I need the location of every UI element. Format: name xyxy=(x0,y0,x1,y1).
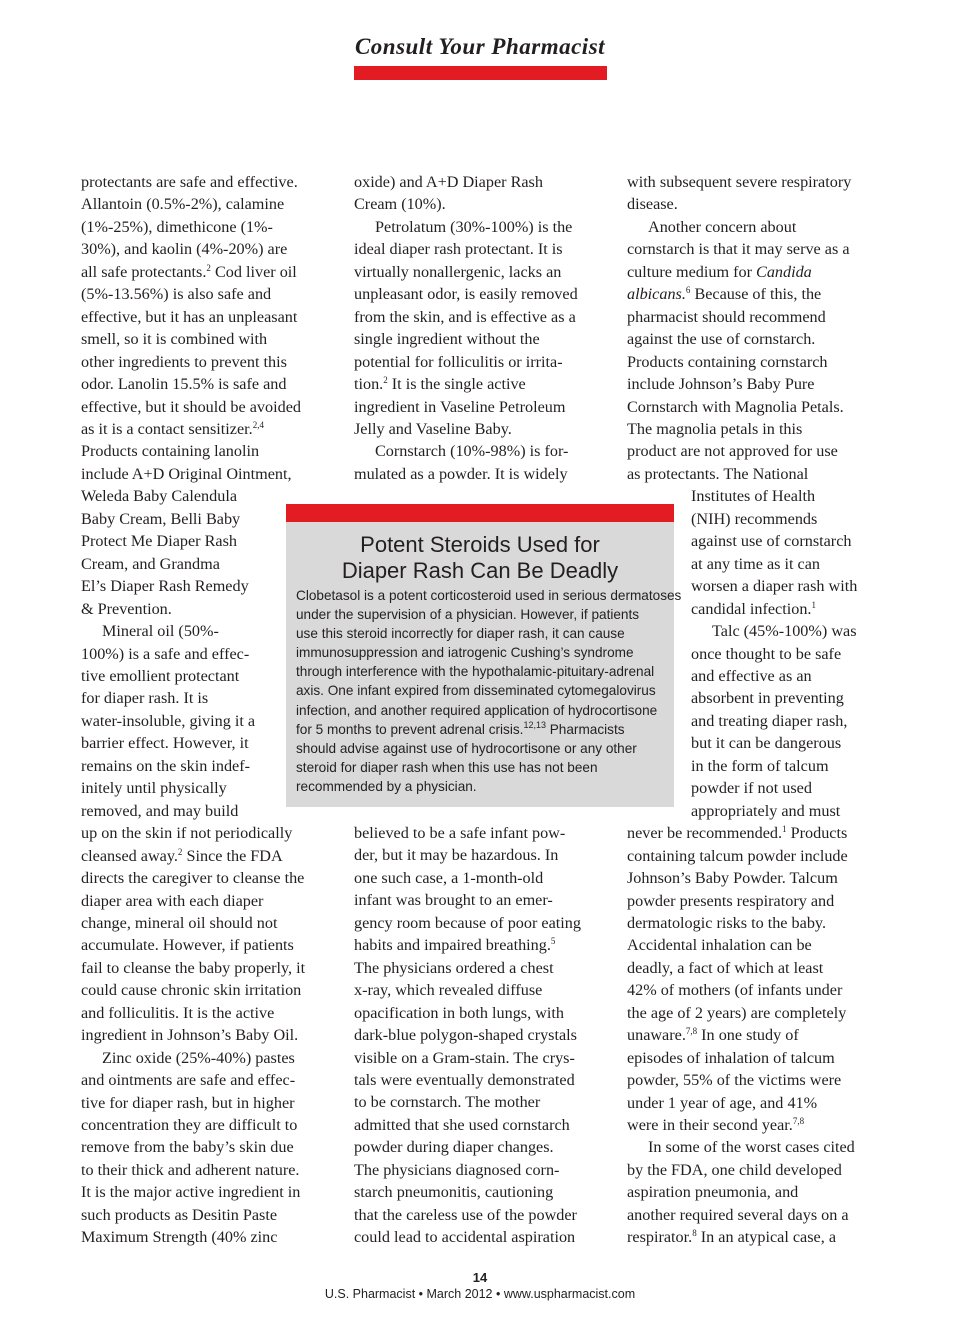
text-line: for diaper rash. It is xyxy=(81,689,209,708)
reference-sup: 2 xyxy=(206,262,211,273)
text-line: dermatologic risks to the baby. xyxy=(627,913,826,932)
text-line: could cause chronic skin irritation xyxy=(81,981,302,1000)
text-line: with subsequent severe respiratory xyxy=(627,173,852,191)
text-line: Accidental inhalation can be xyxy=(627,936,812,955)
text-line: Cream, and Grandma xyxy=(81,554,220,573)
text-line: could lead to accidental aspiration xyxy=(354,1228,576,1247)
text-line: pharmacist should recommend xyxy=(627,307,826,326)
text-fragment: all safe protectants. xyxy=(81,262,207,281)
text-line: Protect Me Diaper Rash xyxy=(81,532,237,551)
text-line xyxy=(354,934,609,956)
sidebar-line: immunosuppression and iatrogenic Cushing’s syndrome xyxy=(296,645,634,661)
text-fragment: habits and impaired breathing. xyxy=(354,936,551,955)
reference-sup: 2 xyxy=(177,846,183,857)
text-line: include A+D Original Ointment, xyxy=(81,464,292,483)
text-line: directs the caregiver to cleanse the xyxy=(81,869,305,888)
text-line: tive emollient protectant xyxy=(81,666,240,685)
text-line: powder, 55% of the victims were xyxy=(627,1071,842,1090)
reference-sup: 2 xyxy=(383,375,388,386)
reference-sup: 8 xyxy=(692,1228,697,1239)
text-line: containing talcum powder include xyxy=(627,846,848,865)
text-line: include Johnson’s Baby Pure xyxy=(627,375,815,394)
text-line: under 1 year of age, and 41% xyxy=(627,1093,818,1112)
text-line: disease. xyxy=(627,195,678,214)
text-line: Cornstarch with Magnolia Petals. xyxy=(627,397,844,416)
page-number: 14 xyxy=(472,1270,488,1285)
reference-sup: 1 xyxy=(782,824,787,835)
text-line xyxy=(627,261,882,283)
text-line: ideal diaper rash protectant. It is xyxy=(354,240,563,259)
text-line: In some of the worst cases cited xyxy=(648,1138,855,1157)
text-line: tals were eventually demonstrated xyxy=(354,1070,575,1089)
text-fragment: Products xyxy=(786,824,848,843)
sidebar-line: recommended by a physician. xyxy=(296,778,477,794)
text-line: product are not approved for use xyxy=(627,442,838,461)
text-line: Products containing cornstarch xyxy=(627,352,828,371)
text-line: cornstarch is that it may serve as a xyxy=(627,240,850,259)
sidebar-red-bar xyxy=(286,504,674,522)
text-fragment: In an atypical case, a xyxy=(696,1228,837,1247)
text-line: episodes of inhalation of talcum xyxy=(627,1048,835,1067)
reference-sup: 12,13 xyxy=(523,719,546,730)
text-fragment: as it is a contact sensitizer. xyxy=(81,419,253,438)
reference-sup: 1 xyxy=(811,599,816,610)
text-line: another required several days on a xyxy=(627,1205,849,1224)
text-line: tive for diaper rash, but in higher xyxy=(81,1093,295,1112)
text-line: by the FDA, one child developed xyxy=(627,1160,842,1179)
italic-text: albicans. xyxy=(627,285,686,304)
text-fragment: It is the single active xyxy=(387,375,526,394)
text-line: x-ray, which revealed diffuse xyxy=(354,981,543,1000)
text-line: such products as Desitin Paste xyxy=(81,1205,278,1224)
text-line: unpleasant odor, is easily removed xyxy=(354,285,578,304)
sidebar-line: use this steroid incorrectly for diaper rash, it can cause xyxy=(296,626,625,642)
text-fragment: cleansed away. xyxy=(81,846,178,865)
text-line: Baby Cream, Belli Baby xyxy=(81,509,241,528)
sidebar-body xyxy=(296,586,682,796)
reference-sup: 6 xyxy=(685,285,691,296)
text-line: mulated as a powder. It is widely xyxy=(354,464,568,483)
sidebar-line: axis. One infant expired from disseminated cytomegalovirus xyxy=(296,683,656,699)
text-line: removed, and may build xyxy=(81,801,239,820)
text-line: worsen a diaper rash with xyxy=(691,577,858,596)
text-line: initely until physically xyxy=(81,779,227,798)
sidebar-line: infection, and another required application of hydrocortisone xyxy=(296,702,658,718)
text-line xyxy=(627,598,882,620)
text-line: powder during diaper changes. xyxy=(354,1138,554,1157)
text-line: starch pneumonitis, cautioning xyxy=(354,1183,554,1202)
text-fragment: Since the FDA xyxy=(182,846,283,865)
text-line: virtually nonallergenic, lacks an xyxy=(354,262,562,281)
text-line xyxy=(81,418,336,440)
text-line: effective, but it should be avoided xyxy=(81,397,301,416)
text-line: 42% of mothers (of infants under xyxy=(627,981,843,1000)
text-line: believed to be a safe infant pow- xyxy=(354,824,566,842)
text-line: to be cornstarch. The mother xyxy=(354,1093,541,1112)
text-line: Cream (10%). xyxy=(354,195,446,214)
text-line: against the use of cornstarch. xyxy=(627,330,816,349)
text-fragment: In one study of xyxy=(697,1026,799,1045)
text-line: Weleda Baby Calendula xyxy=(81,487,238,506)
text-line: remains on the skin indef- xyxy=(81,756,251,775)
text-line xyxy=(81,845,336,867)
text-line: effective, but it has an unpleasant xyxy=(81,307,298,326)
text-fragment: Cod liver oil xyxy=(210,262,297,281)
text-line: Johnson’s Baby Powder. Talcum xyxy=(627,869,838,888)
text-line: from the skin, and is effective as a xyxy=(354,307,576,326)
text-line: Another concern about xyxy=(648,217,797,236)
text-line: accumulate. However, if patients xyxy=(81,936,294,955)
text-line: Allantoin (0.5%-2%), calamine xyxy=(81,195,285,214)
italic-text: Candida xyxy=(756,262,812,281)
text-line: admitted that she used cornstarch xyxy=(354,1115,570,1134)
text-fragment: tion. xyxy=(354,375,384,394)
text-line: that the careless use of the powder xyxy=(354,1205,577,1224)
text-line: Products containing lanolin xyxy=(81,442,260,461)
text-line xyxy=(627,283,882,305)
text-line: water-insoluble, giving it a xyxy=(81,711,256,730)
text-line: (1%-25%), dimethicone (1%- xyxy=(81,217,273,236)
text-line: & Prevention. xyxy=(81,599,172,618)
text-line: and treating diaper rash, xyxy=(691,711,848,730)
text-line: ingredient in Johnson’s Baby Oil. xyxy=(81,1026,299,1045)
text-line xyxy=(627,822,882,844)
sidebar-title-line: Diaper Rash Can Be Deadly xyxy=(341,558,619,583)
text-fragment: for 5 months to prevent adrenal crisis. xyxy=(296,721,524,737)
text-fragment: never be recommended. xyxy=(627,824,783,843)
text-line: (NIH) recommends xyxy=(691,509,818,528)
sidebar-line: under the supervision of a physician. However, if patients xyxy=(296,607,640,623)
text-line: smell, so it is combined with xyxy=(81,330,268,349)
text-line: but it can be dangerous xyxy=(691,734,842,753)
column-2-top xyxy=(354,171,609,485)
text-line: powder presents respiratory and xyxy=(627,891,835,910)
text-line: The physicians ordered a chest xyxy=(354,958,554,977)
text-line: and effective as an xyxy=(691,666,812,685)
text-line: Talc (45%-100%) was xyxy=(712,622,857,641)
text-line: concentration they are difficult to xyxy=(81,1116,298,1135)
text-line: other ingredients to prevent this xyxy=(81,352,287,371)
text-line: one such case, a 1-month-old xyxy=(354,868,544,887)
text-line: absorbent in preventing xyxy=(691,689,844,708)
text-line: Jelly and Vaseline Baby. xyxy=(354,419,512,438)
text-line: (5%-13.56%) is also safe and xyxy=(81,285,272,304)
text-fragment: unaware. xyxy=(627,1026,686,1045)
sidebar-line xyxy=(296,720,668,739)
text-line: single ingredient without the xyxy=(354,330,540,349)
column-2-bottom xyxy=(354,822,609,1249)
text-line: as protectants. The National xyxy=(627,464,809,483)
text-line: potential for folliculitis or irrita- xyxy=(354,352,563,371)
text-line: It is the major active ingredient in xyxy=(81,1183,301,1202)
text-line: deadly, a fact of which at least xyxy=(627,958,824,977)
text-line: and ointments are safe and effec- xyxy=(81,1071,296,1090)
header-title: Consult Your Pharmacist xyxy=(354,34,606,59)
text-line: dark-blue polygon-shaped crystals xyxy=(354,1026,577,1045)
text-line: Cornstarch (10%-98%) is for- xyxy=(375,442,569,461)
text-line: 100%) is a safe and effec- xyxy=(81,644,250,663)
text-line: at any time as it can xyxy=(691,554,821,573)
text-fragment: respirator. xyxy=(627,1228,693,1247)
text-line xyxy=(354,912,609,934)
text-line: once thought to be safe xyxy=(691,644,842,663)
text-line: change, mineral oil should not xyxy=(81,913,278,932)
publication-line: U.S. Pharmacist • March 2012 • www.uspharmacist.com xyxy=(324,1287,636,1301)
text-line: against use of cornstarch xyxy=(691,532,852,551)
text-fragment: candidal infection. xyxy=(691,599,812,618)
text-line: visible on a Gram-stain. The crys- xyxy=(354,1048,575,1067)
text-line xyxy=(354,373,609,395)
sidebar-line: through interference with the hypothalamic-pituitary-adrenal xyxy=(296,664,655,680)
text-line: remove from the baby’s skin due xyxy=(81,1138,294,1157)
text-fragment: culture medium for xyxy=(627,262,757,281)
sidebar-line: Clobetasol is a potent corticosteroid used in serious dermatoses xyxy=(296,588,682,603)
text-line: opacification in both lungs, with xyxy=(354,1003,564,1022)
text-line: the age of 2 years) are completely xyxy=(627,1003,847,1022)
text-line: Maximum Strength (40% zinc xyxy=(81,1228,278,1247)
text-line: aspiration pneumonia, and xyxy=(627,1183,799,1202)
text-line: infant was brought to an emer- xyxy=(354,891,553,910)
text-line: in the form of talcum xyxy=(691,756,829,775)
text-line: oxide) and A+D Diaper Rash xyxy=(354,173,543,191)
text-line: El’s Diaper Rash Remedy xyxy=(81,577,249,596)
text-line: Mineral oil (50%- xyxy=(102,622,219,641)
text-line: Institutes of Health xyxy=(691,487,816,506)
text-line xyxy=(627,1024,882,1046)
text-line: to their thick and adherent nature. xyxy=(81,1160,300,1179)
reference-sup: 7,8 xyxy=(685,1026,698,1037)
reference-sup: 7,8 xyxy=(792,1116,805,1127)
text-line: ingredient in Vaseline Petroleum xyxy=(354,397,566,416)
header-red-rule xyxy=(354,66,607,80)
text-fragment: Pharmacists xyxy=(545,721,625,737)
text-line: and folliculitis. It is the active xyxy=(81,1003,275,1022)
text-line: diaper area with each diaper xyxy=(81,891,264,910)
text-line: der, but it may be hazardous. In xyxy=(354,846,559,865)
text-line: The magnolia petals in this xyxy=(627,419,803,438)
sidebar-line: steroid for diaper rash when this use has not been xyxy=(296,759,598,775)
sidebar-title xyxy=(286,532,674,584)
text-line: protectants are safe and effective. xyxy=(81,173,298,191)
text-line: appropriately and must xyxy=(691,801,841,820)
text-line: Zinc oxide (25%-40%) pastes xyxy=(102,1048,295,1067)
sidebar-line: should advise against use of hydrocortisone or any other xyxy=(296,740,637,756)
text-line: 30%), and kaolin (4%-20%) are xyxy=(81,240,288,259)
reference-sup: 2,4 xyxy=(252,419,264,430)
text-line: up on the skin if not periodically xyxy=(81,824,293,843)
text-fragment: were in their second year. xyxy=(627,1116,793,1135)
text-line: The physicians diagnosed corn- xyxy=(354,1160,560,1179)
text-line: barrier effect. However, it xyxy=(81,734,249,753)
text-line xyxy=(627,1226,882,1248)
sidebar-title-line: Potent Steroids Used for xyxy=(360,532,600,557)
page-header xyxy=(0,34,960,60)
text-line xyxy=(627,1114,882,1136)
text-fragment: gency room because of poor eating xyxy=(354,913,581,932)
text-fragment: Because of this, the xyxy=(690,285,822,304)
text-line: odor. Lanolin 15.5% is safe and xyxy=(81,375,287,394)
text-line: Petrolatum (30%-100%) is the xyxy=(375,217,573,236)
page-footer xyxy=(0,1270,960,1302)
reference-sup: 5 xyxy=(550,936,556,947)
column-3 xyxy=(627,171,882,1249)
text-line: powder if not used xyxy=(691,779,812,798)
sidebar-box xyxy=(286,504,682,807)
text-line: fail to cleanse the baby properly, it xyxy=(81,958,306,977)
text-line xyxy=(81,261,336,283)
